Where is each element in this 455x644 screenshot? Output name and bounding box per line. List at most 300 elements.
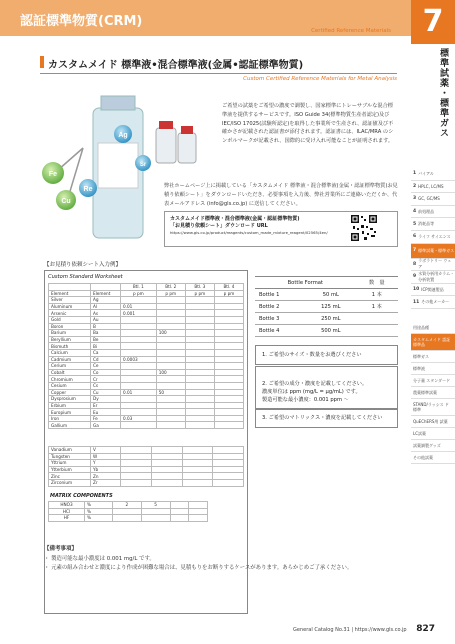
element-symbol: Zn: [91, 473, 121, 480]
value-cell: [141, 508, 170, 515]
sidebar-item-label: 消耗品等: [418, 221, 435, 227]
sidebar-item-number: 8: [413, 261, 417, 267]
table-row: [49, 396, 244, 403]
element-symbol: Y: [91, 460, 121, 467]
table-row: [49, 460, 244, 467]
bottle-header: Btl. 3: [185, 284, 214, 291]
bottle-qty: 1 本: [356, 289, 398, 301]
sidebar-item-number: 11: [413, 299, 420, 305]
table-row: [49, 369, 244, 376]
value-cell: [182, 447, 213, 454]
sidebar-item-3[interactable]: [411, 193, 455, 206]
sidebar-item-9[interactable]: [411, 271, 455, 284]
value-cell: [156, 297, 185, 304]
value-cell: [121, 330, 157, 337]
table-row: [49, 356, 244, 363]
value-cell: [121, 447, 152, 454]
value-cell: 0.01: [121, 389, 157, 396]
table-row: [49, 515, 208, 522]
value-cell: [214, 422, 243, 429]
value-cell: [189, 508, 208, 515]
value-cell: [156, 396, 185, 403]
value-cell: [121, 473, 152, 480]
molecule-label-re: Re: [83, 186, 93, 193]
value-cell: [185, 369, 214, 376]
value-cell: [185, 363, 214, 370]
table-row: [49, 422, 244, 429]
header-banner: [0, 0, 411, 36]
value-cell: [213, 466, 244, 473]
table-row: [49, 323, 244, 330]
sidebar-item-number: 7: [413, 248, 417, 254]
element-name: Aluminum: [49, 303, 91, 310]
bottle-size: 500 mL: [306, 325, 355, 337]
sidebar-item-number: 10: [413, 287, 420, 293]
element-name: Cesium: [49, 382, 91, 389]
element-name: Zinc: [49, 473, 91, 480]
table-row: [255, 325, 398, 337]
subnav-item[interactable]: 標準ガス: [411, 351, 455, 363]
element-name: Zirconium: [49, 479, 91, 486]
matrix-unit: %: [85, 515, 113, 522]
section-title: カスタムメイド 標準液•混合標準液(金属•認証標準物質): [48, 60, 304, 71]
value-cell: [214, 382, 243, 389]
unit-cell: p pm: [121, 290, 157, 297]
value-cell: [121, 343, 157, 350]
worksheet-unit-row: [49, 290, 244, 297]
element-symbol: As: [91, 310, 121, 317]
header-blank: [91, 284, 121, 291]
value-cell: [151, 473, 182, 480]
element-name: Europium: [49, 409, 91, 416]
value-cell: [156, 402, 185, 409]
value-cell: [214, 402, 243, 409]
sidebar-item-label: HPLC, LC/MS: [418, 183, 444, 189]
value-cell: [185, 323, 214, 330]
value-cell: [214, 323, 243, 330]
bottle-name: Bottle 1: [255, 289, 306, 301]
matrix-unit: %: [85, 508, 113, 515]
value-cell: [185, 396, 214, 403]
value-cell: [214, 389, 243, 396]
bottle-size: 50 mL: [306, 289, 355, 301]
page-number: 827: [416, 624, 435, 634]
sidebar-item-11[interactable]: [411, 296, 455, 309]
qr-code-icon[interactable]: [350, 214, 378, 242]
subnav-item[interactable]: LC試薬: [411, 428, 455, 440]
section-bar: [40, 56, 44, 68]
sidebar-item-6[interactable]: [411, 231, 455, 244]
footer: General Catalog No.31 | https://www.gls.co.jp 827: [293, 624, 435, 634]
element-symbol: Cr: [91, 376, 121, 383]
value-cell: [214, 369, 243, 376]
value-cell: [185, 330, 214, 337]
value-cell: [182, 466, 213, 473]
download-url-link[interactable]: https://www.gls.co.jp/product/reagents/custom_made_mixture_reagent/02565/4en/: [170, 230, 328, 235]
value-cell: [214, 349, 243, 356]
value-cell: [121, 363, 157, 370]
element-name: Silver: [49, 297, 91, 304]
element-symbol: Au: [91, 316, 121, 323]
element-symbol: Ag: [91, 297, 121, 304]
table-row: [49, 508, 208, 515]
value-cell: [156, 323, 185, 330]
worksheet-element-table: [48, 283, 244, 429]
table-row: [49, 297, 244, 304]
subnav-item[interactable]: STAND/ラッシス ド 標準: [411, 399, 455, 416]
worksheet-element-table-2: [48, 446, 244, 487]
matrix-name: HCl: [49, 508, 85, 515]
value-cell: [121, 453, 152, 460]
matrix-unit: %: [85, 502, 113, 509]
intro-text: ご希望の試薬をご希望の濃度で調製し、国家標準にトレーサブルな混合標準液を提供するサービスです。ISO Guide 34(標準物質生産者認定)及び IEC/ISO 17025(試験所認定)を取得した事業所で生産され、認証値及び不確かさが記載された認証書が添付されます。認証書には、ILAC/MRA のシンボルマークが記載され、国際的に受け入れ可能なことが証明されます。: [222, 103, 394, 145]
value-cell: [156, 382, 185, 389]
value-cell: [121, 402, 157, 409]
element-symbol: Ce: [91, 363, 121, 370]
value-cell: [189, 515, 208, 522]
molecule-label-fe: Fe: [48, 171, 58, 178]
table-row: [49, 409, 244, 416]
bottle-header: Btl. 4: [214, 284, 243, 291]
value-cell: [185, 303, 214, 310]
category-label: 標準試薬・標準ガス: [438, 48, 448, 138]
element-name: Vanadium: [49, 447, 91, 454]
value-cell: [151, 466, 182, 473]
value-cell: [185, 389, 214, 396]
value-cell: [214, 376, 243, 383]
request-instructions-text: 弊社ホームページ上に掲載している「カスタムメイド 標準液・混合標準液(金属・認証標準物質)お見積り依頼シート」をダウンロードいただき、必要事項を入力後、弊社営業所にご連絡いただくか、代表メールアドレス (info@gls.co.jp) に送信してください。: [164, 183, 398, 207]
element-name: Calcium: [49, 349, 91, 356]
instruction-box-2: [255, 366, 398, 410]
value-cell: [156, 343, 185, 350]
quantity-header: 数 量: [356, 277, 398, 289]
value-cell: [121, 460, 152, 467]
element-name: Cobalt: [49, 369, 91, 376]
table-row: [49, 343, 244, 350]
element-name: Boron: [49, 323, 91, 330]
value-cell: [213, 460, 244, 467]
worksheet-header-row: [49, 284, 244, 291]
element-symbol: Bi: [91, 343, 121, 350]
bottle-format-table: [255, 276, 398, 337]
download-subtitle: 「お見積り依頼シート」ダウンロード URL: [170, 223, 268, 229]
value-cell: [156, 310, 185, 317]
footer-catalog: General Catalog No.31: [293, 627, 350, 633]
element-symbol: Ca: [91, 349, 121, 356]
sidebar-item-label: 水質分析用カラム・分析装置: [418, 270, 455, 282]
element-symbol: Ba: [91, 330, 121, 337]
value-cell: [185, 349, 214, 356]
element-name: Copper: [49, 389, 91, 396]
element-symbol: V: [91, 447, 121, 454]
table-row: [49, 336, 244, 343]
small-bottle-icon: [156, 128, 176, 163]
sidebar-item-label: バイアル: [418, 170, 434, 176]
element-name: Bismuth: [49, 343, 91, 350]
element-symbol: Cu: [91, 389, 121, 396]
value-cell: 100: [156, 330, 185, 337]
element-name: Tungsten: [49, 453, 91, 460]
value-cell: [185, 415, 214, 422]
subnav-item[interactable]: QuEChERS用 試薬: [411, 416, 455, 428]
table-row: [49, 310, 244, 317]
value-cell: [156, 349, 185, 356]
element-name: Erbium: [49, 402, 91, 409]
table-row: [49, 330, 244, 337]
value-cell: [121, 323, 157, 330]
table-row: [255, 301, 398, 313]
value-cell: [170, 502, 189, 509]
sidebar-item-label: ラボラトリー ウェア: [418, 258, 452, 270]
subnav-item[interactable]: 標準液: [411, 363, 455, 375]
download-title: カスタムメイド標準液・混合標準液(金属・認証標準物質): [170, 216, 300, 222]
column-header: Element: [91, 290, 121, 297]
value-cell: [213, 479, 244, 486]
value-cell: [121, 369, 157, 376]
value-cell: 50: [156, 389, 185, 396]
column-header: Element: [49, 290, 91, 297]
sidebar-item-label: 前処理品: [418, 208, 435, 214]
molecule-label-cu: Cu: [61, 198, 71, 205]
sidebar-item-number: 3: [413, 196, 417, 202]
value-cell: [185, 343, 214, 350]
table-row: [49, 415, 244, 422]
value-cell: [156, 356, 185, 363]
side-nav: [411, 168, 455, 309]
element-name: Beryllium: [49, 336, 91, 343]
element-symbol: Zr: [91, 479, 121, 486]
value-cell: [141, 515, 170, 522]
value-cell: [121, 466, 152, 473]
unit-cell: p pm: [156, 290, 185, 297]
sidebar-item-number: 2: [413, 183, 417, 189]
value-cell: [170, 508, 189, 515]
value-cell: 0.0003: [121, 356, 157, 363]
value-cell: [214, 343, 243, 350]
value-cell: [170, 515, 189, 522]
sidebar-item-number: 5: [413, 221, 417, 227]
table-row: [255, 289, 398, 301]
element-name: Arsenic: [49, 310, 91, 317]
sidebar-item-5[interactable]: [411, 218, 455, 231]
bottle-size: 125 mL: [306, 301, 355, 313]
instruction-1-text: 1. ご希望のサイズ・数量をお選びください: [262, 352, 362, 358]
value-cell: [151, 479, 182, 486]
instruction-3-text: 3. ご希望のマトリックス・濃度を記載してください: [262, 415, 383, 421]
sidebar-item-label: 標準試薬・標準ガス: [418, 247, 455, 253]
value-cell: [156, 363, 185, 370]
value-cell: 2: [113, 502, 142, 509]
notes-title: 【備考事項】: [44, 546, 78, 552]
note-item: ・ 元素の組み合わせと濃度により作成が困難な場合は、見積もりをお断りするケースがあります。あらかじめご了承ください。: [44, 565, 353, 571]
value-cell: [214, 409, 243, 416]
element-symbol: W: [91, 453, 121, 460]
element-name: Gallium: [49, 422, 91, 429]
molecule-label-ag: Ag: [118, 132, 128, 139]
section-subtitle-en: Custom Certified Reference Materials for Metal Analysis: [243, 76, 397, 82]
sidebar-item-4[interactable]: [411, 206, 455, 219]
note-item: ・ 製造可能な最小濃度は 0.001 mg/L です。: [44, 556, 155, 562]
page-category-title: 認証標準物質(CRM): [20, 14, 143, 29]
sidebar-item-10[interactable]: [411, 284, 455, 297]
element-symbol: Er: [91, 402, 121, 409]
value-cell: [121, 376, 157, 383]
bottle-qty: 1 本: [356, 301, 398, 313]
value-cell: [185, 316, 214, 323]
value-cell: 5: [141, 502, 170, 509]
value-cell: [185, 336, 214, 343]
value-cell: [189, 502, 208, 509]
subnav-item[interactable]: カスタムメイド 認証標準品: [411, 334, 455, 351]
value-cell: [214, 297, 243, 304]
value-cell: [121, 297, 157, 304]
value-cell: [214, 396, 243, 403]
value-cell: [121, 479, 152, 486]
value-cell: [213, 453, 244, 460]
value-cell: [214, 336, 243, 343]
value-cell: [214, 310, 243, 317]
element-name: Cerium: [49, 363, 91, 370]
matrix-title: MATRIX COMPONENTS: [50, 493, 113, 499]
element-symbol: Cd: [91, 356, 121, 363]
element-symbol: Eu: [91, 409, 121, 416]
value-cell: [185, 297, 214, 304]
value-cell: [121, 316, 157, 323]
bottle-header: Btl. 1: [121, 284, 157, 291]
element-name: Iron: [49, 415, 91, 422]
subnav-item[interactable]: 試薬調製グッズ: [411, 440, 455, 452]
value-cell: [121, 422, 157, 429]
table-row: [49, 316, 244, 323]
value-cell: [214, 316, 243, 323]
bottle-name: Bottle 4: [255, 325, 306, 337]
table-row: [49, 363, 244, 370]
value-cell: [151, 453, 182, 460]
value-cell: [156, 336, 185, 343]
element-name: Dysprosium: [49, 396, 91, 403]
matrix-name: HF: [49, 515, 85, 522]
element-symbol: Al: [91, 303, 121, 310]
element-symbol: Be: [91, 336, 121, 343]
matrix-name: HNO3: [49, 502, 85, 509]
table-row: [49, 466, 244, 473]
element-name: Gold: [49, 316, 91, 323]
sidebar-item-label: その他メーカー: [421, 299, 450, 305]
table-row: [49, 376, 244, 383]
value-cell: [214, 303, 243, 310]
molecule-label-sr: Sr: [139, 162, 147, 168]
element-symbol: Co: [91, 369, 121, 376]
table-row: [49, 453, 244, 460]
value-cell: [214, 415, 243, 422]
bottle-header-row: [255, 277, 398, 289]
sidebar-item-label: ライフ サイエンス: [418, 233, 451, 239]
element-symbol: Yb: [91, 466, 121, 473]
table-row: [49, 447, 244, 454]
matrix-table: [48, 501, 208, 522]
sidebar-item-7[interactable]: [411, 244, 455, 259]
bottle-header: Btl. 2: [156, 284, 185, 291]
value-cell: 0.01: [121, 303, 157, 310]
unit-cell: p pm: [185, 290, 214, 297]
notes-section: [44, 545, 404, 573]
value-cell: [213, 447, 244, 454]
value-cell: [214, 330, 243, 337]
element-symbol: Cs: [91, 382, 121, 389]
value-cell: [214, 356, 243, 363]
sidebar-item-8[interactable]: [411, 259, 455, 272]
value-cell: [213, 473, 244, 480]
footer-url[interactable]: https://www.gls.co.jp: [354, 627, 407, 633]
worksheet-title: Custom Standard Worksheet: [48, 274, 123, 280]
value-cell: [156, 422, 185, 429]
bottle-name: Bottle 3: [255, 313, 306, 325]
sidebar-item-label: GC, GC/MS: [418, 196, 440, 202]
value-cell: [151, 460, 182, 467]
value-cell: 0.001: [121, 310, 157, 317]
table-row: [49, 349, 244, 356]
element-symbol: B: [91, 323, 121, 330]
subnav-item[interactable]: 農薬標準試薬: [411, 387, 455, 399]
element-symbol: Fe: [91, 415, 121, 422]
value-cell: [113, 508, 142, 515]
value-cell: [121, 396, 157, 403]
table-row: [49, 402, 244, 409]
value-cell: [156, 316, 185, 323]
element-name: Cadmium: [49, 356, 91, 363]
subnav-item[interactable]: その他試薬: [411, 452, 455, 464]
table-row: [49, 389, 244, 396]
value-cell: [185, 409, 214, 416]
sidebar-item-number: 4: [413, 209, 417, 215]
bottle-size: 250 mL: [306, 313, 355, 325]
value-cell: [121, 409, 157, 416]
header-blank: [49, 284, 91, 291]
table-row: [49, 303, 244, 310]
element-symbol: Dy: [91, 396, 121, 403]
element-name: Ytterbium: [49, 466, 91, 473]
value-cell: [182, 453, 213, 460]
sidebar-item-1[interactable]: [411, 168, 455, 181]
value-cell: [185, 376, 214, 383]
sidebar-item-number: 9: [413, 274, 417, 280]
value-cell: [185, 422, 214, 429]
sidebar-item-2[interactable]: [411, 181, 455, 194]
value-cell: [185, 402, 214, 409]
value-cell: [156, 415, 185, 422]
category-number: 7: [411, 0, 455, 44]
unit-cell: p pm: [214, 290, 243, 297]
bottle-qty: [356, 313, 398, 325]
bottle-name: Bottle 2: [255, 301, 306, 313]
element-name: Chromium: [49, 376, 91, 383]
subnav-item[interactable]: 分子量 スタンダード: [411, 375, 455, 387]
value-cell: [156, 376, 185, 383]
value-cell: [113, 515, 142, 522]
value-cell: [185, 382, 214, 389]
sidebar-item-number: 6: [413, 234, 417, 240]
instruction-box-1: [255, 345, 398, 365]
table-row: [49, 479, 244, 486]
subnav-item[interactable]: 用途品種: [411, 322, 455, 334]
bottle-format-header: Bottle Format: [255, 277, 356, 289]
value-cell: [182, 479, 213, 486]
element-symbol: Ga: [91, 422, 121, 429]
sidebar-item-label: ICP関連製品: [421, 286, 444, 292]
side-subnav: [411, 322, 455, 464]
table-row: [49, 382, 244, 389]
value-cell: [121, 382, 157, 389]
